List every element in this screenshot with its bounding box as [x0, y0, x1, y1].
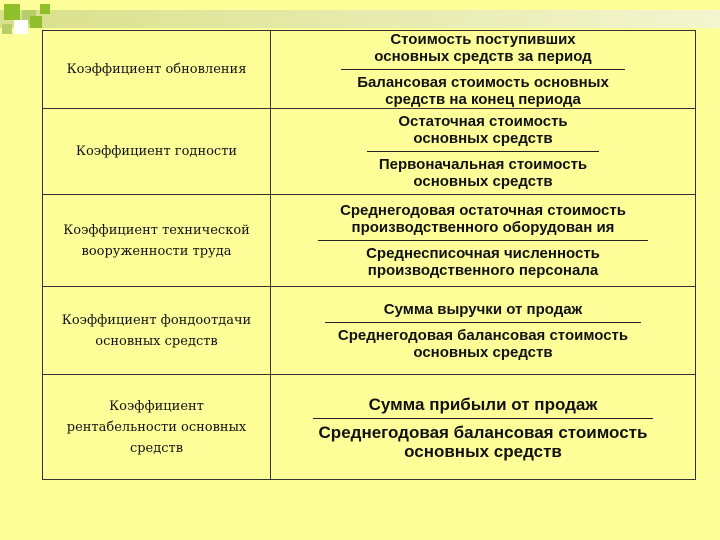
formula-denominator: Балансовая стоимость основных средств на конец периода — [357, 74, 609, 108]
fraction-line — [318, 240, 648, 241]
formula — [271, 31, 695, 108]
formula-denominator: Первоначальная стоимость основных средств — [378, 156, 588, 190]
formula — [271, 195, 695, 286]
formula-numerator: Остаточная стоимость основных средств — [398, 113, 568, 147]
formula-numerator: Среднегодовая остаточная стоимость производственного оборудован ия — [340, 202, 626, 236]
coefficient-name: Коэффициент годности — [43, 109, 271, 194]
corner-square-4 — [30, 16, 42, 28]
table-row — [43, 375, 695, 480]
header-band — [0, 10, 720, 28]
formula-denominator: Среднесписочная численность производственного персонала — [366, 245, 600, 279]
formula-denominator: Среднегодовая балансовая стоимость основных средств — [337, 326, 629, 361]
fraction-line — [367, 151, 599, 152]
fraction-line — [313, 418, 653, 419]
formula-numerator: Сумма прибыли от продаж — [368, 394, 598, 414]
formula-numerator: Стоимость поступивших основных средств за период — [374, 31, 592, 65]
table-row — [43, 287, 695, 375]
corner-square-5 — [2, 24, 12, 34]
table-row — [43, 31, 695, 109]
formula-numerator: Сумма выручки от продаж — [383, 300, 583, 318]
formula — [271, 287, 695, 374]
formula — [271, 109, 695, 194]
fraction-line — [341, 69, 625, 70]
corner-square-6 — [40, 4, 50, 14]
table-row — [43, 195, 695, 287]
fraction-line — [325, 322, 641, 323]
coefficients-table — [42, 30, 696, 480]
formula — [271, 375, 695, 480]
corner-square-3 — [14, 20, 28, 34]
coefficient-name: Коэффициент фондоотдачи основных средств — [43, 287, 271, 374]
corner-square-1 — [4, 4, 20, 20]
coefficient-name: Коэффициент технической вооруженности труда — [43, 195, 271, 286]
table-row — [43, 109, 695, 195]
coefficient-name: Коэффициент рентабельности основных средств — [43, 375, 271, 480]
formula-denominator: Среднегодовая балансовая стоимость основных средств — [318, 422, 648, 461]
coefficient-name: Коэффициент обновления — [43, 31, 271, 108]
